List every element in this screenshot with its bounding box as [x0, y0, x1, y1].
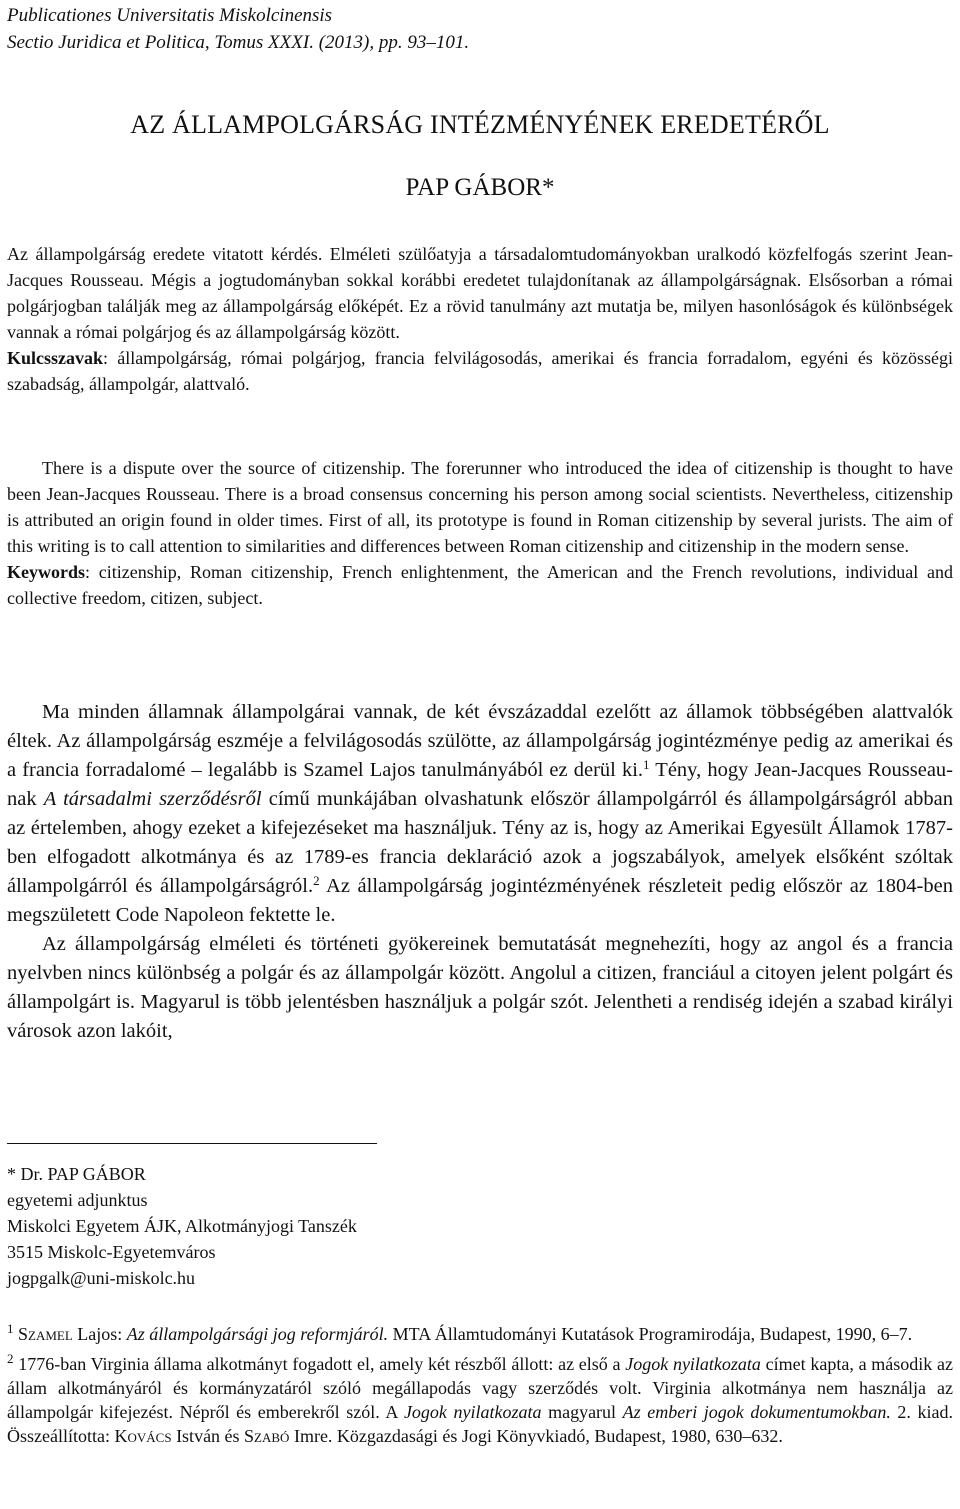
- footnote-divider: [7, 1143, 377, 1144]
- footnote-2-italic-1: Jogok nyilatkozata: [625, 1354, 761, 1374]
- book-title-social-contract: A társadalmi szerződésről: [43, 788, 262, 810]
- footnote-2-part-c: magyarul: [541, 1402, 623, 1422]
- footnote-1-part-b: MTA Államtudományi Kutatások Programirodája, Budapest, 1990, 6–7.: [388, 1324, 913, 1344]
- footnote-ref-2[interactable]: 2: [313, 872, 320, 888]
- abstract-en-text: There is a dispute over the source of citizenship. The forerunner who introduced the idea of citizenship is thought to have been Jean-Jacques Rousseau. There is a broad consensus concerning his person among social scientists. Nevertheless, citizenship is attributed an origin found in older times. First of all, its prototype is found in Roman citizenship by several jurists. The aim of this writing is to call attention to similarities and differences between Roman citizenship and citizenship in the modern sense.: [7, 458, 953, 556]
- footnotes: [7, 1322, 953, 1454]
- body-p1-part-a: Ma minden államnak állampolgárai vannak, de két évszázaddal ezelőtt az államok többségében alattvalók éltek. Az állampolgárság eszméje a felvilágosodás szülötte, az állampolgárság jogintézménye pedig az amerikai és a francia forradalomé – legalább is Szamel Lajos tanulmányából ez derül ki.: [7, 701, 953, 781]
- author-note-position: egyetemi adjunktus: [7, 1190, 148, 1210]
- footnote-1-author: Szamel: [18, 1324, 73, 1344]
- author-note-name: * Dr. PAP GÁBOR: [7, 1164, 146, 1184]
- article-title: AZ ÁLLAMPOLGÁRSÁG INTÉZMÉNYÉNEK EREDETÉRŐL: [130, 110, 830, 139]
- footnote-1-part-a: Lajos:: [72, 1324, 127, 1344]
- footnote-1: [7, 1322, 953, 1346]
- footnote-2-number: 2: [7, 1350, 14, 1366]
- article-author: PAP GÁBOR*: [405, 174, 555, 201]
- body-paragraph-1: [7, 698, 953, 930]
- author-note-email[interactable]: jogpgalk@uni-miskolc.hu: [7, 1268, 196, 1288]
- author-note-address: 3515 Miskolc-Egyetemváros: [7, 1242, 216, 1262]
- footnote-2-part-a: 1776-ban Virginia állama alkotmányt fogadott el, amely két részből állott: az első a: [13, 1354, 626, 1374]
- abstract-english: [7, 455, 953, 611]
- footnote-2-part-d: 2. kiad. Összeállította:: [7, 1402, 953, 1446]
- journal-header: [7, 2, 469, 56]
- author-note-department: Miskolci Egyetem ÁJK, Alkotmányjogi Tanszék: [7, 1216, 357, 1236]
- body-p1-part-d: Az állampolgárság jogintézményének részleteit pedig először az 1804-ben megszületett Code Napoleon fektette le.: [7, 875, 953, 926]
- footnote-2-editor-1: Kovács: [114, 1426, 172, 1446]
- author-note: [7, 1161, 357, 1291]
- footnote-2-part-f: Imre. Közgazdasági és Jogi Könyvkiadó, Budapest, 1980, 630–632.: [289, 1426, 783, 1446]
- abstract-hu-text: Az állampolgárság eredete vitatott kérdés. Elméleti szülőatyja a társadalomtudományokban uralkodó közfelfogás szerint Jean-Jacques Rousseau. Mégis a jogtudományban sokkal korábbi eredetet tulajdonítanak az állampolgárságnak. Elsősorban a római polgárjogban találják meg az állampolgárság előképét. Ez a rövid tanulmány azt mutatja be, milyen hasonlóságok és különbségek vannak a római polgárjog és az állampolgárság között.: [7, 244, 953, 342]
- keywords-hu-label: Kulcsszavak: [7, 348, 104, 368]
- keywords-en: [7, 559, 953, 611]
- footnote-ref-1[interactable]: 1: [643, 756, 650, 772]
- footnote-2-part-b: címet kapta, a második az állam alkotmányáról és kormányzatáról szóló megállapodás vagy szerződés volt. Virginia alkotmánya nem használja az állampolgár kifejezést. Népről és emberekről szól. A: [7, 1354, 953, 1422]
- abstract-hungarian: [7, 241, 953, 397]
- keywords-en-label: Keywords: [7, 562, 85, 582]
- body-p1-part-c: című munkájában olvashatunk először állampolgárról és állampolgárságról abban az értelemben, ahogy ezeket a kifejezéseket ma használjuk. Tény az is, hogy az Amerikai Egyesült Államok 1787-ben elfogadott alkotmánya és az 1789-es francia deklaráció azok a jogszabályok, amelyek elsőként szóltak állampolgárról és állampolgárságról.: [7, 788, 953, 897]
- footnote-1-number: 1: [7, 1320, 14, 1336]
- journal-name: Publicationes Universitatis Miskolcinensis: [7, 5, 333, 26]
- keywords-hu-list: : állampolgárság, római polgárjog, francia felvilágosodás, amerikai és francia forradalom, egyéni és közösségi szabadság, állampolgár, alattvaló.: [7, 348, 953, 394]
- footnote-2: [7, 1352, 953, 1448]
- body-paragraph-2: Az állampolgárság elméleti és történeti gyökereinek bemutatását megnehezíti, hogy az angol és a francia nyelvben nincs különbség a polgár és az állampolgár között. Angolul a citizen, franciául a citoyen jelent polgárt és állampolgárt is. Magyarul is több jelentésben használjuk a polgár szót. Jelentheti a rendiség idején a szabad királyi városok azon lakóit,: [7, 933, 953, 1042]
- footnote-2-editor-2: Szabó: [244, 1426, 290, 1446]
- journal-volume: Sectio Juridica et Politica, Tomus XXXI. (2013), pp. 93–101.: [7, 32, 470, 53]
- footnote-2-italic-3: Az emberi jogok dokumentumokban.: [622, 1402, 891, 1422]
- footnote-2-part-e: István és: [171, 1426, 245, 1446]
- footnote-2-italic-2: Jogok nyilatkozata: [403, 1402, 542, 1422]
- body-text: [7, 698, 953, 1046]
- keywords-en-list: : citizenship, Roman citizenship, French enlightenment, the American and the French revolutions, individual and collective freedom, citizen, subject.: [7, 562, 953, 608]
- footnote-1-title: Az állampolgársági jog reformjáról.: [126, 1324, 389, 1344]
- body-p1-part-b: Tény, hogy Jean-Jacques Rousseau-nak: [7, 759, 954, 810]
- keywords-hu: [7, 345, 953, 397]
